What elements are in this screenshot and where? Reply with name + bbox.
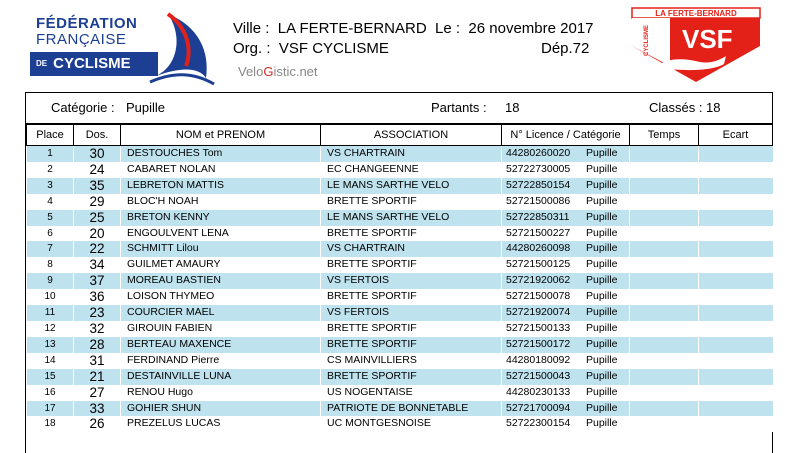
cell-licence [502,305,630,321]
cell-dos: 24 [74,162,121,178]
cell-temps [630,162,699,178]
cell-dos: 35 [74,178,121,194]
cell-temps [630,369,699,385]
cell-place: 5 [27,210,74,226]
cell-association: VS FERTOIS [321,273,502,289]
ffc-logo [30,6,220,86]
table-header [27,125,773,146]
licence-category: Pupille [586,337,618,350]
cell-temps [630,401,699,417]
licence-category: Pupille [586,178,618,191]
date-label: Le : [435,20,461,37]
cell-nom: BLOC'H NOAH [121,194,321,210]
cell-nom: SCHMITT Lilou [121,241,321,257]
ffc-logo-band [30,52,158,76]
licence-number: 52722850154 [506,178,571,191]
vsf-logo-letters: VSF [682,24,733,54]
cell-place: 7 [27,241,74,257]
cell-nom: GIROUIN FABIEN [121,321,321,337]
licence-number: 52721500043 [506,369,571,382]
cell-nom: GUILMET AMAURY [121,257,321,273]
licence-number: 44280180092 [506,353,571,366]
cell-association: PATRIOTE DE BONNETABLE [321,401,502,417]
licence-number: 44280260098 [506,242,571,255]
cell-dos: 37 [74,273,121,289]
cell-licence [502,226,630,242]
date-value: 26 novembre 2017 [468,20,594,37]
cell-place: 6 [27,226,74,242]
licence-number: 52722730005 [506,162,571,175]
partants-label: Partants : [431,100,487,115]
cell-nom: BRETON KENNY [121,210,321,226]
cell-licence [502,162,630,178]
cell-temps [630,321,699,337]
cell-ecart [699,241,773,257]
category-label: Catégorie : [51,100,115,115]
licence-number: 52722850311 [506,210,570,223]
licence-number: 52721920062 [506,274,571,287]
cell-dos: 28 [74,337,121,353]
cell-nom: BERTEAU MAXENCE [121,337,321,353]
cell-ecart [699,353,773,369]
cell-ecart [699,257,773,273]
cell-licence [502,353,630,369]
cell-temps [630,385,699,401]
cell-association: VS FERTOIS [321,305,502,321]
licence-number: 52722300154 [506,417,571,430]
table-row [27,210,773,226]
ffc-logo-line2: FRANÇAISE [36,31,127,48]
cell-licence [502,385,630,401]
licence-number: 44280230133 [506,385,571,398]
cell-licence [502,241,630,257]
licence-category: Pupille [586,194,618,207]
cell-licence [502,369,630,385]
velogistic-part1: Velo [238,64,264,79]
velogistic-part3: istic.net [273,64,318,79]
results-table [26,124,773,432]
cell-place: 2 [27,162,74,178]
cell-licence [502,146,630,162]
licence-category: Pupille [586,369,618,382]
cell-temps [630,416,699,432]
cell-place: 10 [27,289,74,305]
licence-category: Pupille [586,401,618,414]
cell-temps [630,273,699,289]
ffc-swoosh-icon [148,6,218,86]
cell-association: BRETTE SPORTIF [321,257,502,273]
table-row [27,146,773,162]
cell-ecart [699,194,773,210]
table-row [27,385,773,401]
col-ecart: Ecart [699,125,773,146]
cell-nom: LOISON THYMEO [121,289,321,305]
cell-licence [502,289,630,305]
table-row [27,178,773,194]
cell-place: 12 [27,321,74,337]
col-nom: NOM et PRENOM [121,125,321,146]
cell-temps [630,337,699,353]
table-row [27,162,773,178]
classes-value: 18 [706,100,721,115]
category-line [26,93,772,124]
licence-number: 52721500133 [506,321,571,334]
licence-number: 52721500125 [506,258,571,271]
licence-category: Pupille [586,290,618,303]
header-line-ville [233,20,594,37]
cell-nom: RENOU Hugo [121,385,321,401]
cell-temps [630,194,699,210]
cell-temps [630,305,699,321]
cell-licence [502,401,630,417]
cell-nom: PREZELUS LUCAS [121,416,321,432]
cell-temps [630,257,699,273]
cell-ecart [699,226,773,242]
licence-category: Pupille [586,321,618,334]
cell-ecart [699,385,773,401]
cell-place: 1 [27,146,74,162]
header-line-org [233,40,389,57]
cell-temps [630,146,699,162]
table-row [27,289,773,305]
cell-place: 15 [27,369,74,385]
cell-ecart [699,162,773,178]
cell-nom: FERDINAND Pierre [121,353,321,369]
cell-place: 11 [27,305,74,321]
table-row [27,337,773,353]
cell-licence [502,273,630,289]
cell-ecart [699,321,773,337]
cell-ecart [699,337,773,353]
cell-place: 8 [27,257,74,273]
cell-dos: 31 [74,353,121,369]
col-temps: Temps [630,125,699,146]
cell-dos: 33 [74,401,121,417]
cell-place: 14 [27,353,74,369]
licence-category: Pupille [586,417,618,430]
ffc-logo-line3: CYCLISME [53,55,131,72]
cell-nom: CABARET NOLAN [121,162,321,178]
licence-category: Pupille [586,258,618,271]
cell-temps [630,289,699,305]
cell-dos: 30 [74,146,121,162]
table-row [27,194,773,210]
licence-category: Pupille [586,242,618,255]
col-association: ASSOCIATION [321,125,502,146]
cell-association: BRETTE SPORTIF [321,337,502,353]
cell-ecart [699,401,773,417]
cell-association: UC MONTGESNOISE [321,416,502,432]
cell-dos: 36 [74,289,121,305]
licence-number: 52721500227 [506,226,571,239]
licence-category: Pupille [586,353,618,366]
cell-temps [630,210,699,226]
licence-category: Pupille [586,306,618,319]
cell-association: BRETTE SPORTIF [321,194,502,210]
licence-category: Pupille [586,226,618,239]
table-row [27,241,773,257]
cell-place: 18 [27,416,74,432]
cell-licence [502,416,630,432]
cell-dos: 25 [74,210,121,226]
cell-place: 13 [27,337,74,353]
cell-ecart [699,273,773,289]
cell-place: 4 [27,194,74,210]
cell-ecart [699,305,773,321]
cell-nom: DESTOUCHES Tom [121,146,321,162]
vsf-logo-top-text: LA FERTE-BERNARD [655,9,737,18]
cell-dos: 29 [74,194,121,210]
table-row [27,416,773,432]
category-value: Pupille [126,100,166,115]
cell-ecart [699,289,773,305]
cell-temps [630,241,699,257]
cell-ecart [699,146,773,162]
cell-dos: 32 [74,321,121,337]
cell-dos: 21 [74,369,121,385]
cell-association: EC CHANGEENNE [321,162,502,178]
table-row [27,369,773,385]
vsf-logo-side-text: CYCLISME [644,24,650,56]
licence-category: Pupille [586,385,618,398]
cell-place: 17 [27,401,74,417]
org-value: VSF CYCLISME [278,40,389,57]
cell-nom: ENGOULVENT LENA [121,226,321,242]
licence-number: 52721500086 [506,194,571,207]
licence-number: 52721500172 [506,337,571,350]
cell-dos: 27 [74,385,121,401]
cell-association: BRETTE SPORTIF [321,226,502,242]
cell-dos: 26 [74,416,121,432]
cell-licence [502,321,630,337]
cell-place: 3 [27,178,74,194]
ville-value: LA FERTE-BERNARD [277,20,427,37]
cell-place: 16 [27,385,74,401]
licence-category: Pupille [586,162,618,175]
table-row [27,273,773,289]
cell-nom: GOHIER SHUN [121,401,321,417]
cell-association: BRETTE SPORTIF [321,369,502,385]
cell-licence [502,194,630,210]
cell-nom: COURCIER MAEL [121,305,321,321]
cell-association: US NOGENTAISE [321,385,502,401]
cell-licence [502,257,630,273]
cell-ecart [699,369,773,385]
licence-number: 52721920074 [506,306,571,319]
cell-nom: MOREAU BASTIEN [121,273,321,289]
col-licence: N° Licence / Catégorie [502,125,630,146]
cell-dos: 23 [74,305,121,321]
cell-dos: 20 [74,226,121,242]
table-row [27,226,773,242]
velogistic-part2: G [263,64,274,79]
cell-temps [630,353,699,369]
table-row [27,305,773,321]
cell-association: BRETTE SPORTIF [321,321,502,337]
cell-association: CS MAINVILLIERS [321,353,502,369]
cell-association: LE MANS SARTHE VELO [321,178,502,194]
org-label: Org. : [233,40,271,57]
ville-label: Ville : [233,20,270,37]
cell-ecart [699,416,773,432]
cell-association: BRETTE SPORTIF [321,289,502,305]
results-frame [25,92,773,453]
licence-category: Pupille [586,210,618,223]
cell-licence [502,178,630,194]
department: Dép.72 [541,40,590,57]
licence-number: 52721700094 [506,401,571,414]
cell-licence [502,210,630,226]
table-row [27,401,773,417]
cell-association: VS CHARTRAIN [321,146,502,162]
licence-category: Pupille [586,274,618,287]
licence-number: 44280260020 [506,147,571,159]
cell-dos: 34 [74,257,121,273]
col-place: Place [27,125,74,146]
cell-temps [630,226,699,242]
cell-association: VS CHARTRAIN [321,241,502,257]
cell-dos: 22 [74,241,121,257]
col-dos: Dos. [74,125,121,146]
cell-ecart [699,178,773,194]
vsf-logo [630,6,762,84]
table-row [27,321,773,337]
cell-ecart [699,210,773,226]
cell-place: 9 [27,273,74,289]
cell-nom: LEBRETON MATTIS [121,178,321,194]
ffc-logo-prefix: DE [36,59,48,68]
cell-temps [630,178,699,194]
partants-value: 18 [505,100,520,115]
velogistic-watermark [238,64,318,79]
cell-licence [502,337,630,353]
table-row [27,353,773,369]
licence-category: Pupille [586,147,618,159]
licence-number: 52721500078 [506,290,571,303]
cell-association: LE MANS SARTHE VELO [321,210,502,226]
cell-nom: DESTAINVILLE LUNA [121,369,321,385]
table-row [27,257,773,273]
ffc-logo-line1: FÉDÉRATION [36,15,138,32]
classes-label: Classés : [649,100,703,115]
